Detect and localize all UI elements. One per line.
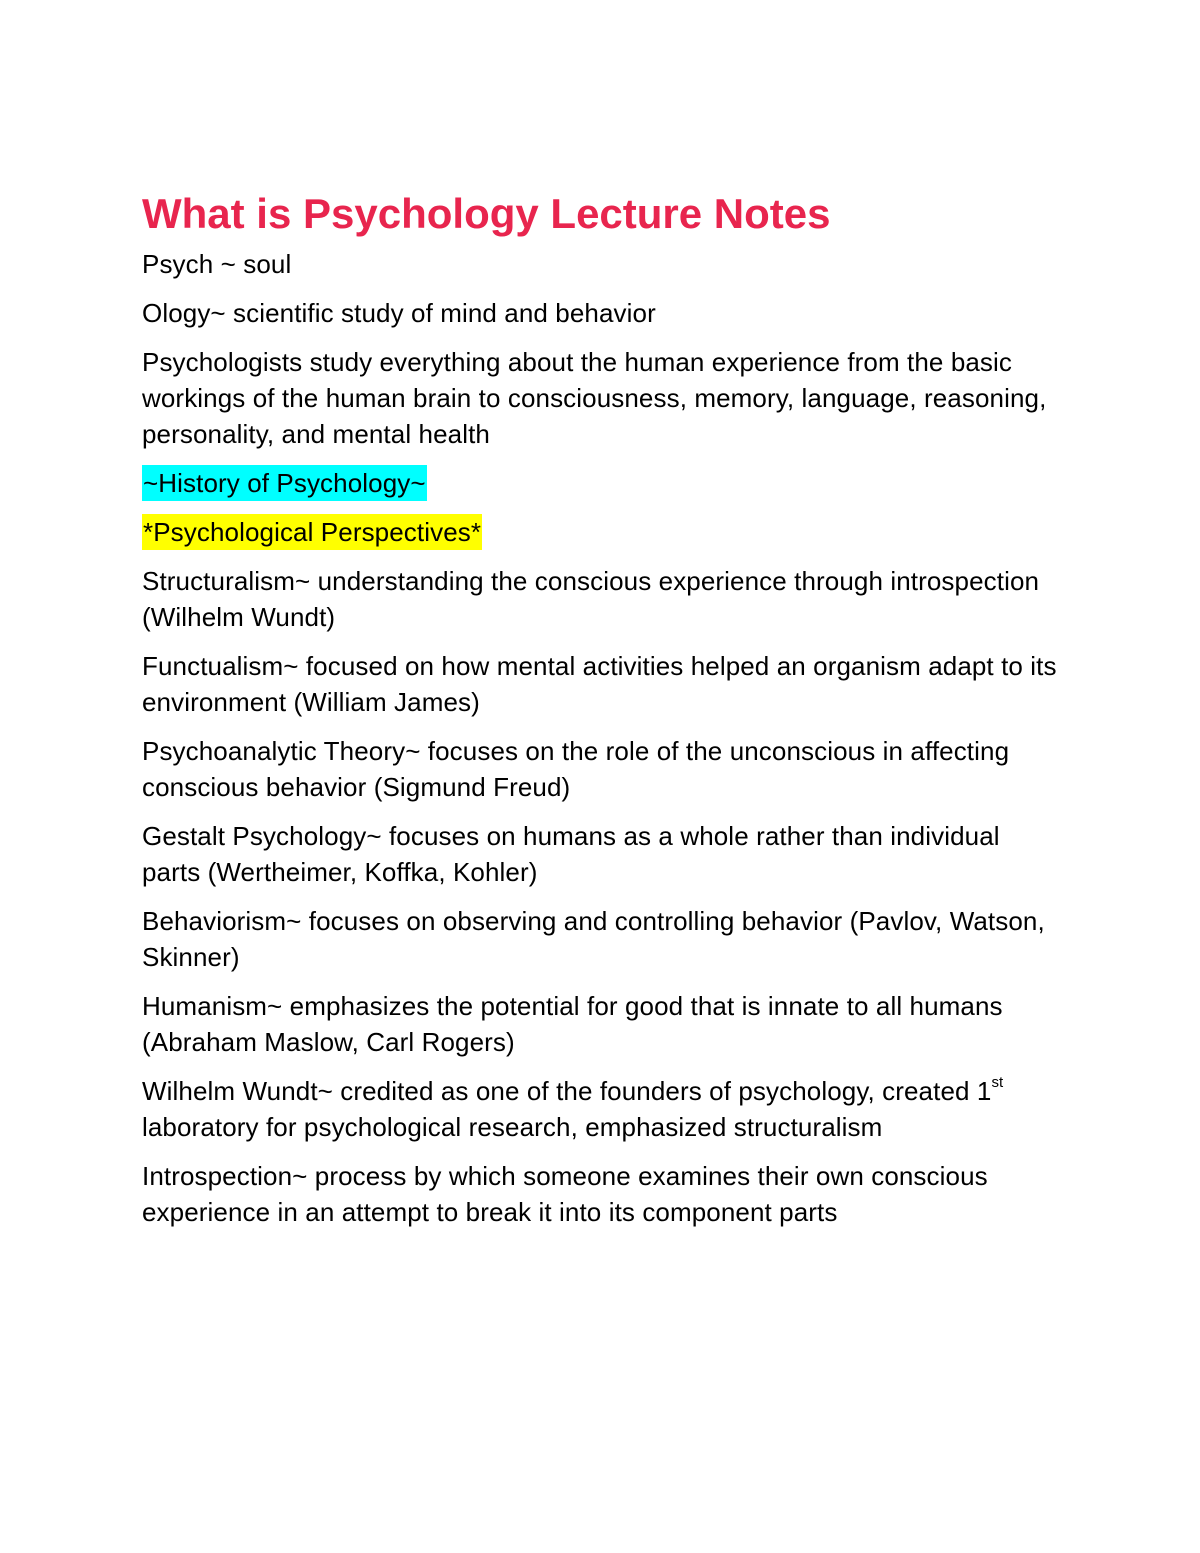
paragraph-ology: Ology~ scientific study of mind and behavior xyxy=(142,298,656,328)
history-heading-line xyxy=(142,465,1062,501)
paragraph-gestalt: Gestalt Psychology~ focuses on humans as a whole rather than individual parts (Wertheimer, Koffka, Kohler) xyxy=(142,821,1000,887)
perspectives-heading: *Psychological Perspectives* xyxy=(142,514,482,550)
history-heading: ~History of Psychology~ xyxy=(142,465,427,501)
paragraph-functualism: Functualism~ focused on how mental activities helped an organism adapt to its environment (William James) xyxy=(142,651,1057,717)
wundt-superscript: st xyxy=(991,1074,1004,1092)
paragraph-structuralism: Structuralism~ understanding the conscious experience through introspection (Wilhelm Wundt) xyxy=(142,566,1040,632)
wundt-text-part2: laboratory for psychological research, emphasized structuralism xyxy=(142,1112,883,1142)
paragraph-psychologists: Psychologists study everything about the human experience from the basic workings of the human brain to consciousness, memory, language, reasoning, personality, and mental health xyxy=(142,347,1047,449)
paragraph-psych: Psych ~ soul xyxy=(142,249,292,279)
paragraph-wundt xyxy=(142,1073,1062,1145)
document-body xyxy=(142,188,1062,1243)
perspectives-heading-line xyxy=(142,514,1062,550)
paragraph-humanism: Humanism~ emphasizes the potential for good that is innate to all humans (Abraham Maslow, Carl Rogers) xyxy=(142,991,1003,1057)
paragraph-introspection: Introspection~ process by which someone examines their own conscious experience in an attempt to break it into its component parts xyxy=(142,1161,988,1227)
wundt-text-part1: Wilhelm Wundt~ credited as one of the founders of psychology, created 1 xyxy=(142,1076,992,1106)
document-title: What is Psychology Lecture Notes xyxy=(142,190,831,237)
paragraph-psychoanalytic: Psychoanalytic Theory~ focuses on the role of the unconscious in affecting conscious behavior (Sigmund Freud) xyxy=(142,736,1010,802)
paragraph-behaviorism: Behaviorism~ focuses on observing and controlling behavior (Pavlov, Watson, Skinner) xyxy=(142,906,1045,972)
